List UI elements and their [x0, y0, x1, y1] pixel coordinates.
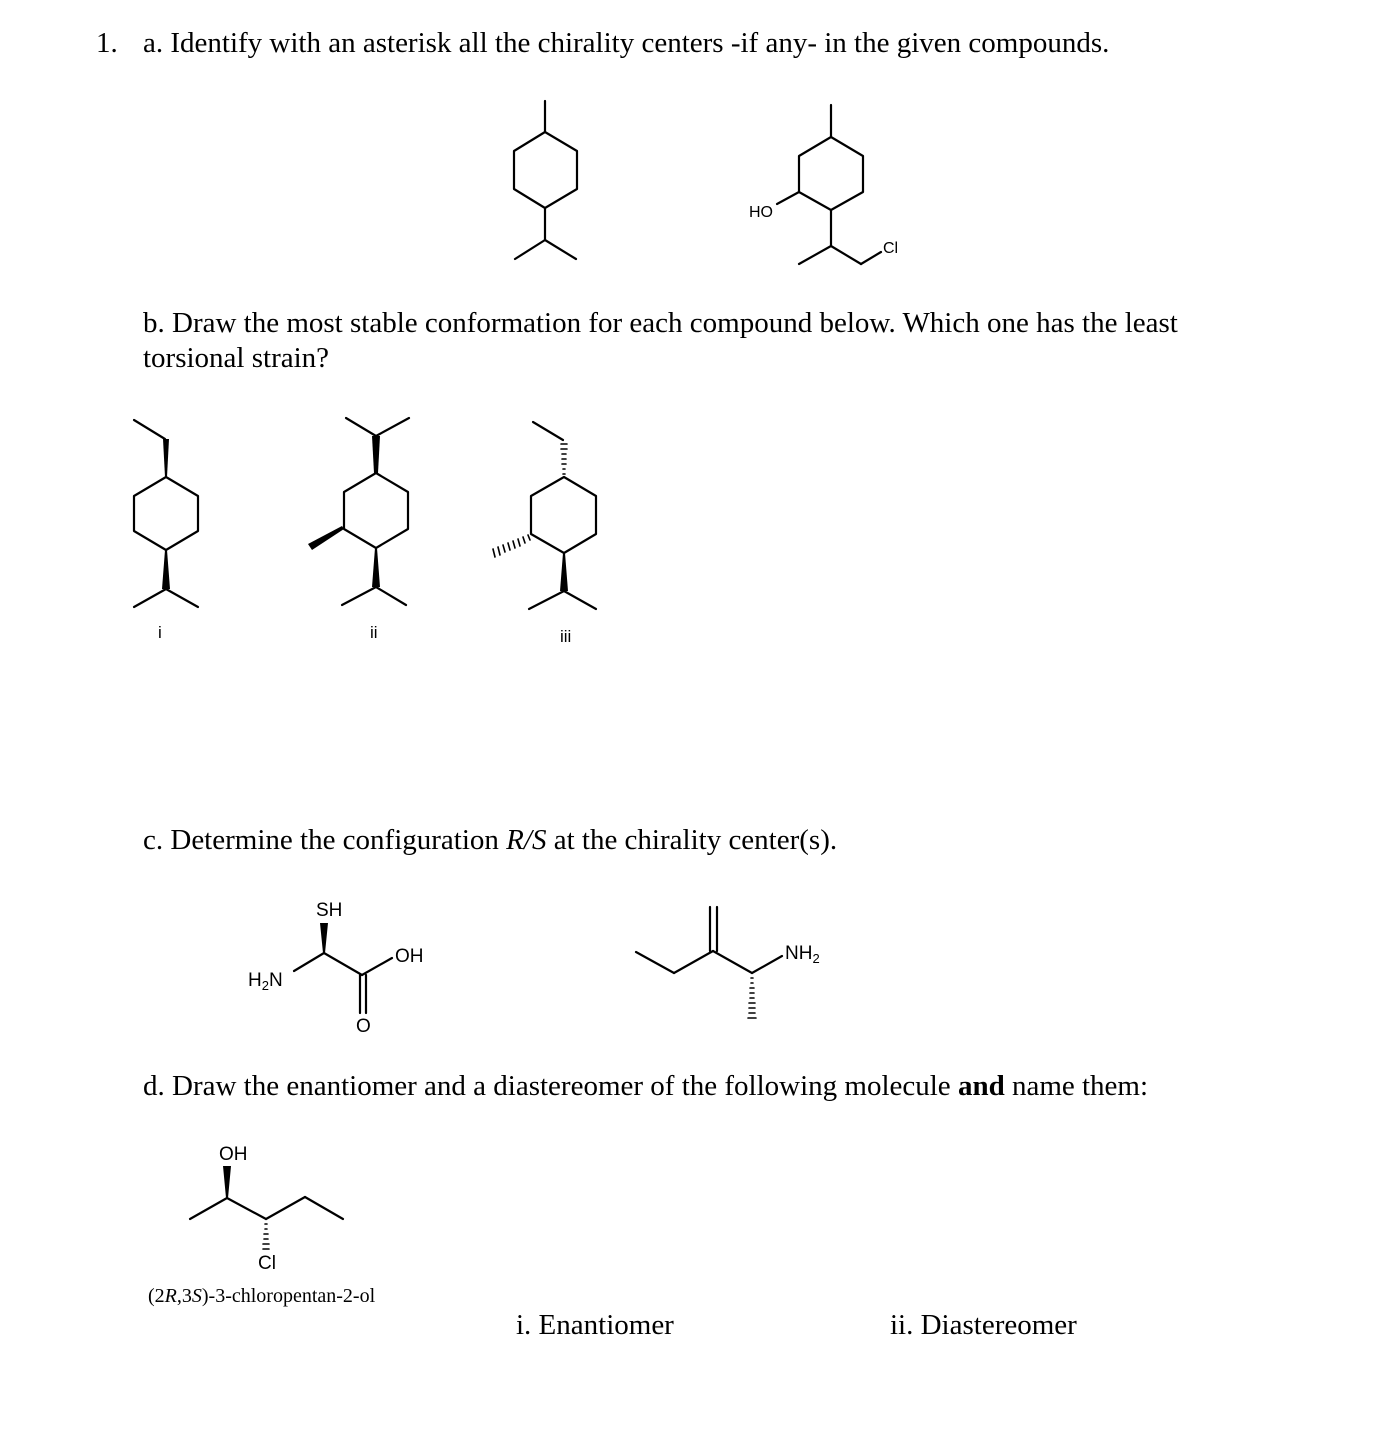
name-r: R [164, 1285, 177, 1307]
d-oh-label: OH [219, 1144, 248, 1165]
compound-c1 [248, 900, 424, 1037]
b-ii-label: ii [370, 623, 378, 642]
b-iii-label: iii [560, 627, 572, 646]
c-oh-label: OH [395, 946, 424, 967]
compound-d [190, 1144, 343, 1274]
c-o-label: O [356, 1016, 371, 1037]
diastereomer-label: ii. Diastereomer [890, 1309, 1077, 1341]
d-hash [263, 1224, 269, 1249]
a-ho-label: HO [749, 204, 773, 221]
d-cl-label: Cl [258, 1253, 276, 1274]
compound-b-ii [308, 418, 409, 642]
part-b-prompt-line2: torsional strain? [143, 342, 330, 374]
compound-b-iii [493, 422, 596, 646]
question-number: 1. [96, 27, 118, 59]
part-b-prompt-line1: b. Draw the most stable conformation for each compound below. Which one has the least [143, 307, 1178, 339]
compound-a1 [514, 101, 577, 259]
c2-hash [748, 978, 756, 1018]
c-nh-sub: 2 [812, 951, 820, 966]
c-h2n-h: H [248, 970, 262, 991]
c-nh2-label [785, 943, 820, 966]
b-i-label: i [158, 623, 162, 642]
part-c-prefix: c. Determine the configuration [143, 824, 507, 856]
part-c-rs: R/S [506, 824, 547, 856]
c-h2n-label [248, 970, 283, 993]
compound-c2 [636, 907, 820, 1018]
name-mid: ,3 [176, 1285, 192, 1307]
c-nh: NH [785, 943, 813, 964]
enantiomer-label: i. Enantiomer [516, 1309, 674, 1341]
b-iii-hash-left [493, 535, 530, 557]
name-open: (2 [148, 1285, 165, 1307]
c-sh-label: SH [316, 900, 343, 921]
part-d-bold: and [957, 1070, 1005, 1102]
name-s: S [191, 1285, 202, 1307]
name-rest: )-3-chloropentan-2-ol [201, 1285, 376, 1307]
compound-b-i [134, 420, 198, 642]
part-a-prompt: a. Identify with an asterisk all the chirality centers -if any- in the given compounds. [143, 27, 1110, 59]
c-h2n-sub: 2 [261, 978, 269, 993]
compound-a2 [749, 105, 898, 264]
part-d-suffix: name them: [1004, 1070, 1149, 1102]
a-cl-label: Cl [883, 240, 899, 257]
part-d-prefix: d. Draw the enantiomer and a diastereomer of the following molecule [143, 1070, 958, 1102]
part-c-suffix: at the chirality center(s). [546, 824, 838, 856]
b-iii-hash-top [561, 444, 567, 474]
c-h2n-n: N [268, 970, 283, 991]
